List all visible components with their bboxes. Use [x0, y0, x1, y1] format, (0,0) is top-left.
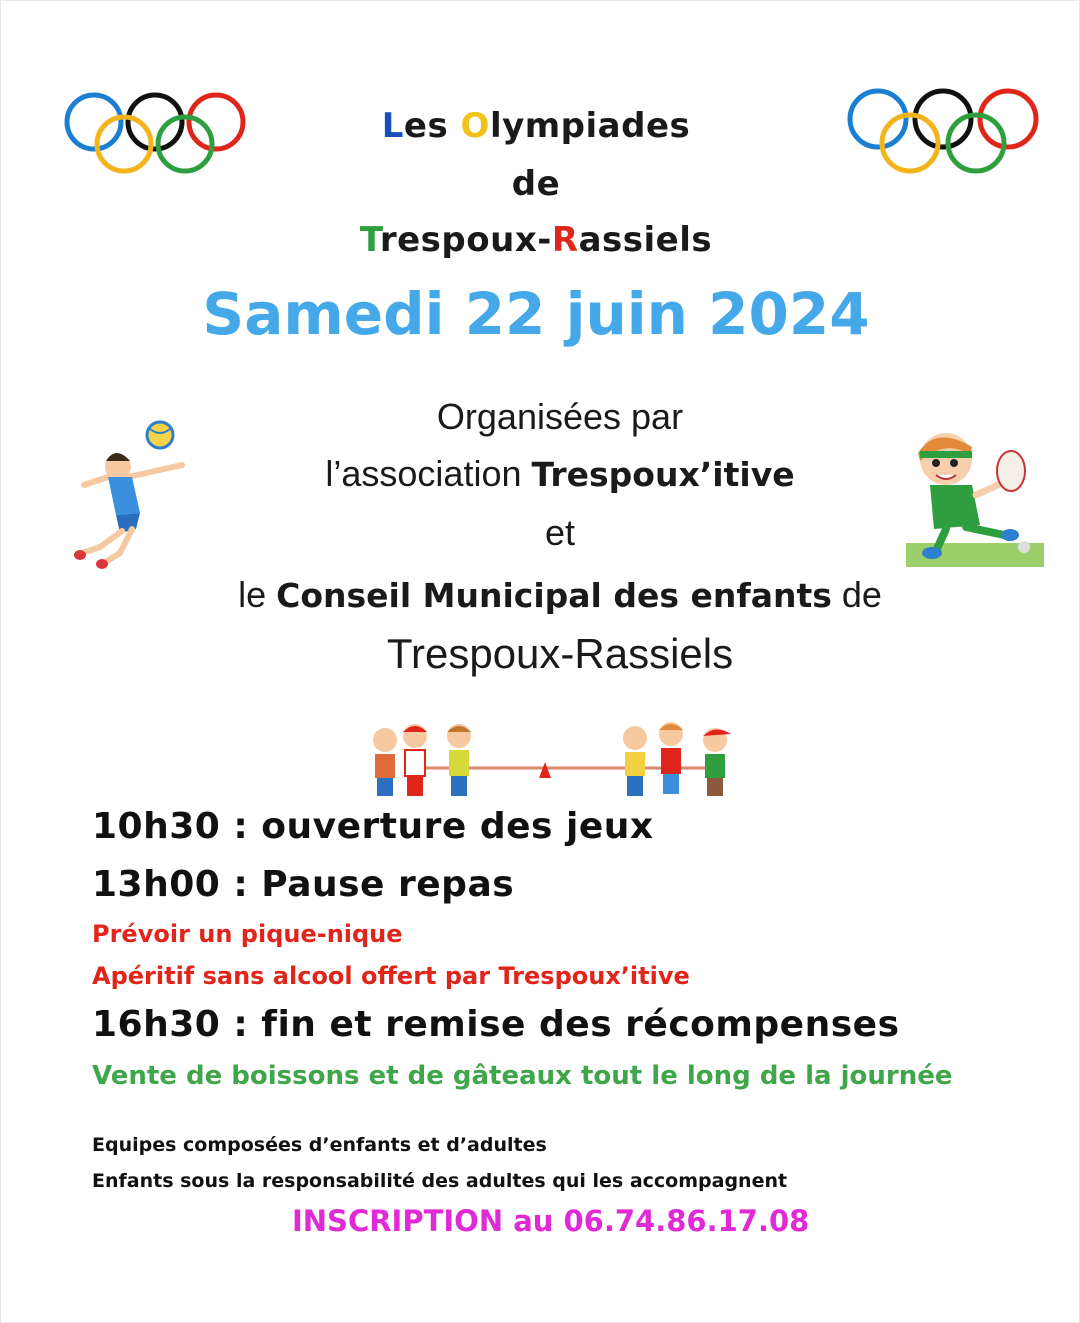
tug-of-war-icon [365, 718, 755, 806]
opening-time: 10h30 : ouverture des jeux [92, 806, 654, 847]
title-text: respoux- [379, 220, 552, 260]
title-line-2: de [511, 164, 561, 204]
picnic-note: Prévoir un pique-nique [92, 920, 403, 948]
title-letter-l: L [381, 106, 404, 146]
responsibility-note: Enfants sous la responsabilité des adultes qui les accompagnent [92, 1170, 788, 1192]
registration-phone: INSCRIPTION au 06.74.86.17.08 [292, 1204, 810, 1238]
council-suffix: de [831, 574, 882, 615]
association-prefix: l’association [325, 453, 532, 494]
title-text: assiels [578, 220, 713, 260]
title-text: es [403, 106, 461, 146]
council-name: Conseil Municipal des enfants [276, 576, 832, 615]
teams-note: Equipes composées d’enfants et d’adultes [92, 1134, 547, 1156]
title-letter-o: O [460, 106, 490, 146]
aperitif-note: Apéritif sans alcool offert par Trespoux’itive [92, 962, 690, 990]
council-line [20, 574, 1080, 616]
sales-note: Vente de boissons et de gâteaux tout le long de la journée [92, 1061, 953, 1091]
title-line-3 [0, 220, 1076, 260]
closing-time: 16h30 : fin et remise des récompenses [92, 1004, 900, 1045]
organized-by-label: Organisées par [436, 396, 684, 437]
title-letter-r: R [551, 220, 579, 260]
council-prefix: le [238, 574, 277, 615]
association-name: Trespoux’itive [531, 455, 795, 494]
lunch-time: 13h00 : Pause repas [92, 864, 515, 905]
and-label: et [544, 512, 576, 553]
village-name: Trespoux-Rassiels [386, 630, 734, 677]
title-line-1 [0, 106, 1076, 146]
title-letter-t: T [359, 220, 380, 260]
title-text: lympiades [489, 106, 691, 146]
association-line [20, 453, 1080, 495]
event-date: Samedi 22 juin 2024 [202, 280, 870, 348]
